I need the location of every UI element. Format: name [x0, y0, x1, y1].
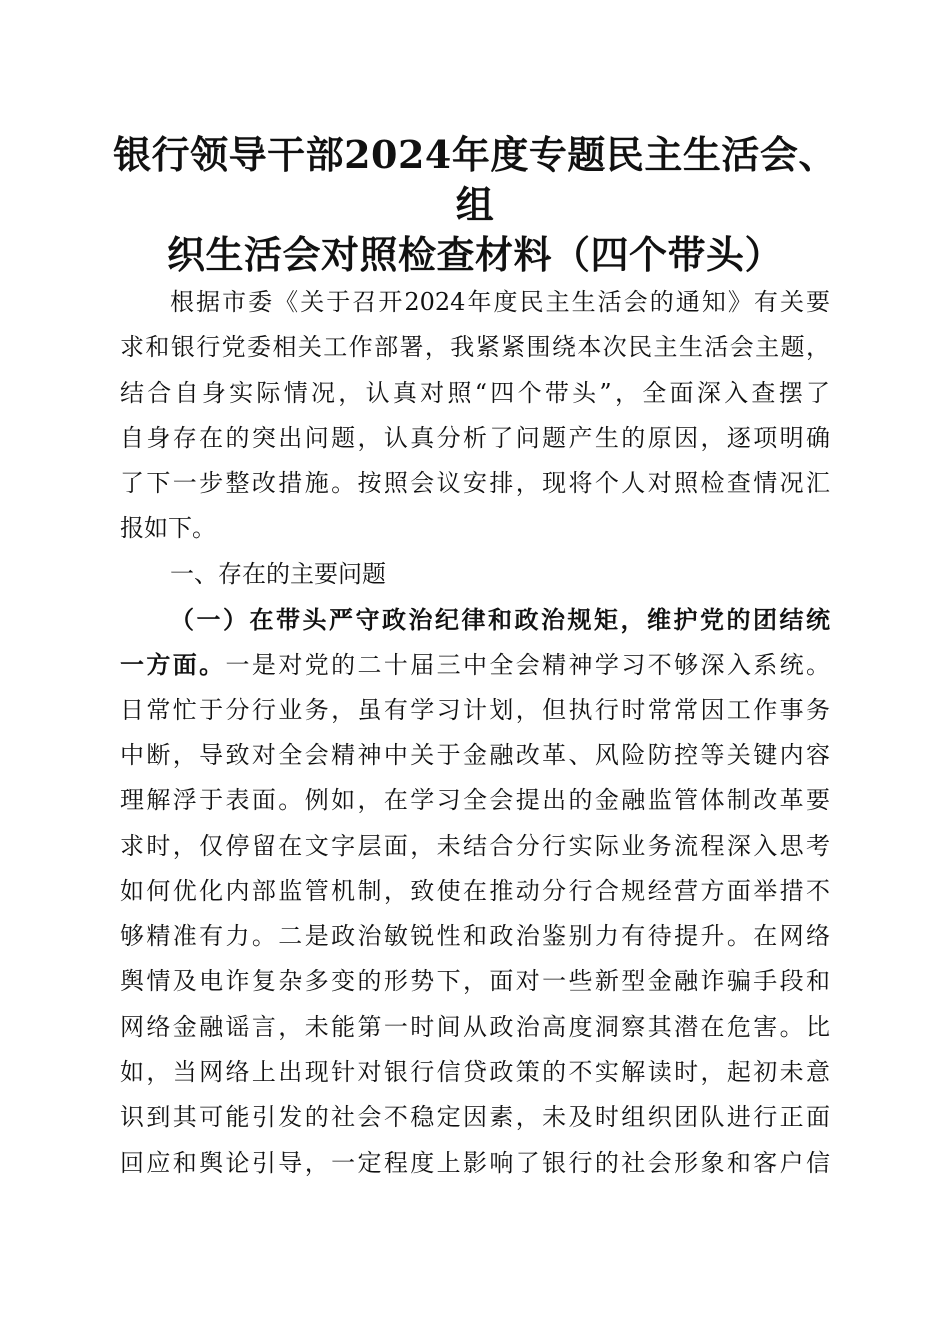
- paragraph-line: 中断，导致对全会精神中关于金融改革、风险防控等关键内容: [120, 740, 830, 769]
- paragraph-line: 结合自身实际情况，认真对照“四个带头”，全面深入查摆了: [120, 378, 830, 407]
- paragraph-line: [120, 642, 830, 687]
- paragraph-line: 求和银行党委相关工作部署，我紧紧围绕本次民主生活会主题，: [120, 333, 830, 362]
- paragraph-line: 了下一步整改措施。按照会议安排，现将个人对照检查情况汇: [120, 469, 830, 498]
- title-line-1: 银行领导干部2024年度专题民主生活会、组: [113, 132, 837, 227]
- paragraph-text: 一是对党的二十届三中全会精神学习不够深入系统。: [225, 651, 831, 680]
- paragraph-line: 回应和舆论引导，一定程度上影响了银行的社会形象和客户信: [120, 1148, 830, 1177]
- sub-heading-line: （一）在带头严守政治纪律和政治规矩，维护党的团结统: [170, 605, 830, 635]
- paragraph-line: 根据市委《关于召开2024年度民主生活会的通知》有关要: [170, 288, 830, 316]
- document-title: [100, 130, 850, 280]
- paragraph-line: 够精准有力。二是政治敏锐性和政治鉴别力有待提升。在网络: [120, 922, 830, 951]
- sub-heading-tail: 一方面。: [120, 650, 226, 680]
- title-line-2: 织生活会对照检查材料（四个带头）: [166, 232, 783, 277]
- section-heading: 一、存在的主要问题: [170, 559, 386, 588]
- paragraph-line: 识到其可能引发的社会不稳定因素，未及时组织团队进行正面: [120, 1103, 830, 1132]
- paragraph-line: 舆情及电诈复杂多变的形势下，面对一些新型金融诈骗手段和: [120, 967, 830, 996]
- paragraph-line: 报如下。: [120, 514, 216, 543]
- paragraph-line: 如何优化内部监管机制，致使在推动分行合规经营方面举措不: [120, 876, 830, 905]
- paragraph-line: 日常忙于分行业务，虽有学习计划，但执行时常常因工作事务: [120, 695, 830, 724]
- paragraph-line: 求时，仅停留在文字层面，未结合分行实际业务流程深入思考: [120, 831, 830, 860]
- paragraph-line: 自身存在的突出问题，认真分析了问题产生的原因，逐项明确: [120, 423, 830, 452]
- paragraph-line: 理解浮于表面。例如，在学习全会提出的金融监管体制改革要: [120, 786, 830, 815]
- paragraph-line: 如，当网络上出现针对银行信贷政策的不实解读时，起初未意: [120, 1058, 830, 1087]
- document-body: [120, 280, 830, 1186]
- paragraph-line: 网络金融谣言，未能第一时间从政治高度洞察其潜在危害。比: [120, 1012, 830, 1041]
